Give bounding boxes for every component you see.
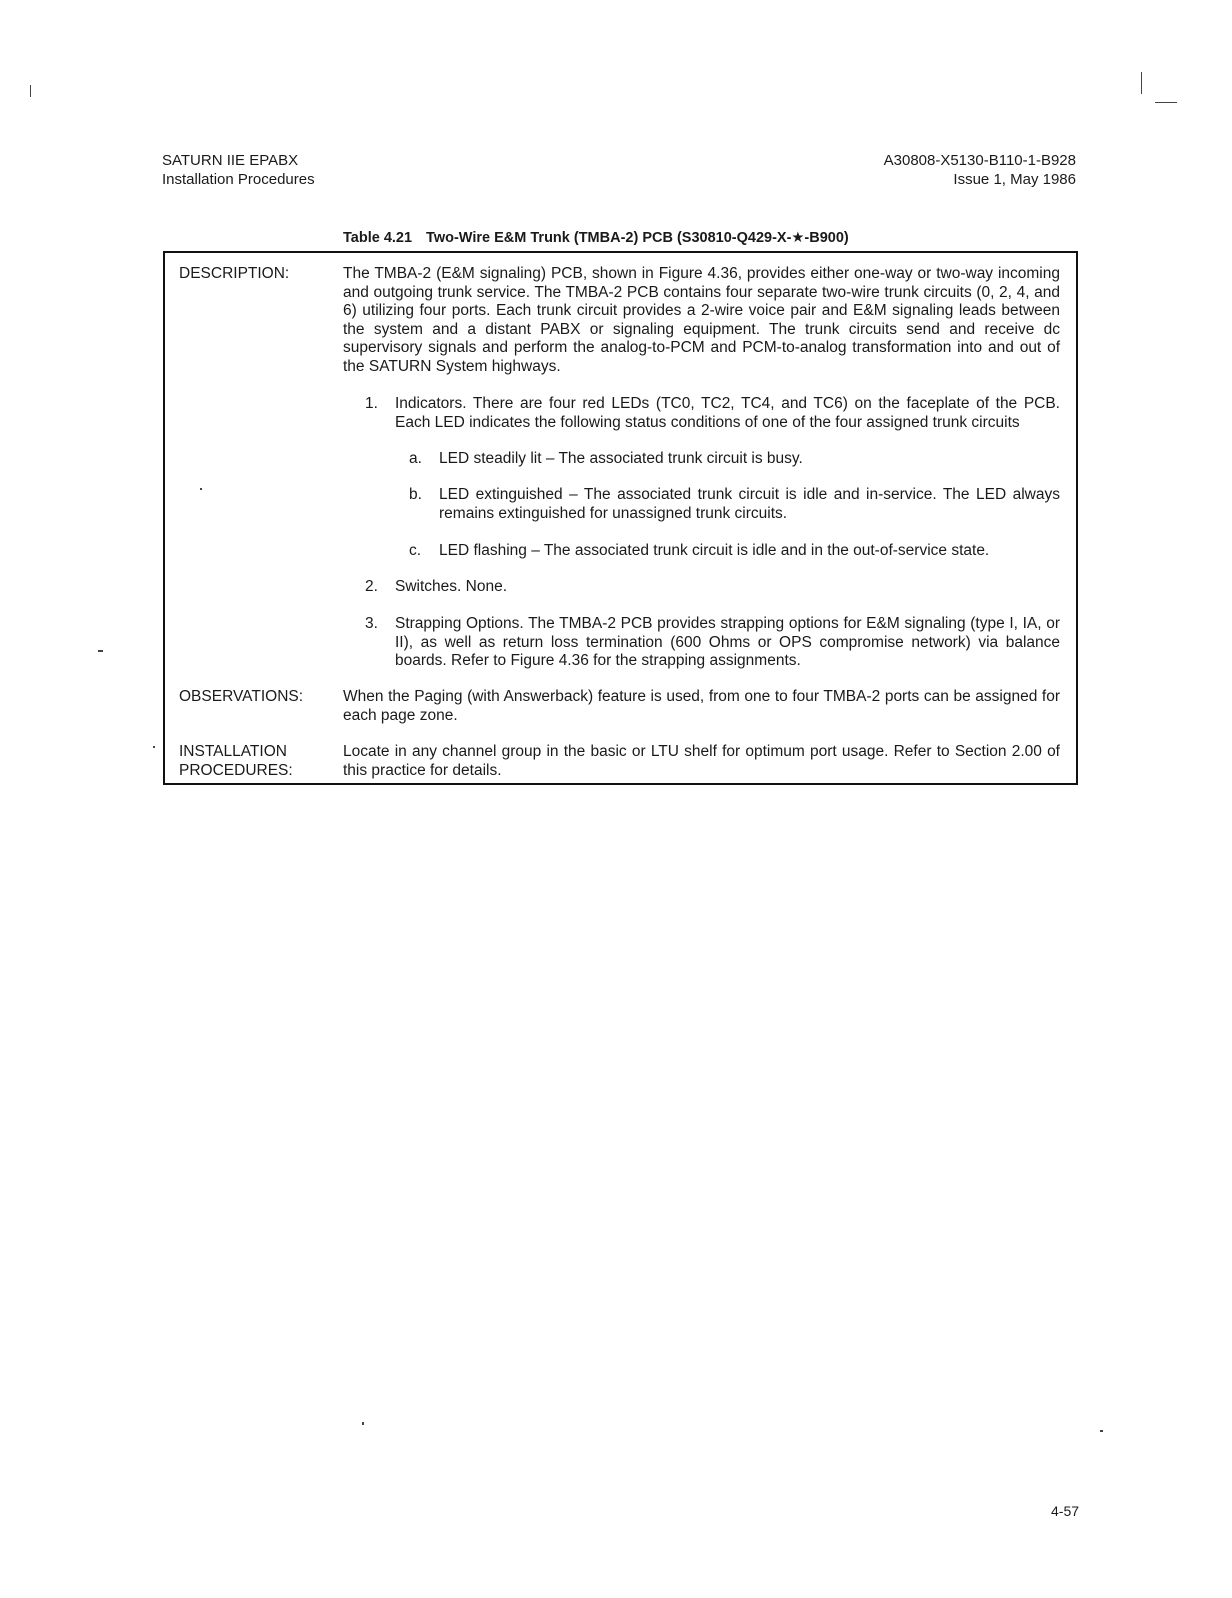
header-product-title: SATURN IIE EPABX bbox=[162, 152, 299, 169]
list-item-number: 3. bbox=[365, 615, 378, 632]
scan-mark bbox=[153, 746, 155, 748]
installation-label-line2: PROCEDURES: bbox=[179, 761, 293, 779]
header-issue-date: Issue 1, May 1986 bbox=[953, 171, 1076, 188]
header-document-id: A30808-X5130-B110-1-B928 bbox=[883, 152, 1076, 169]
table-title: Two-Wire E&M Trunk (TMBA-2) PCB (S30810-Q429-X-★-B900) bbox=[426, 230, 849, 246]
scan-mark bbox=[30, 85, 31, 97]
list-item-text: Indicators. There are four red LEDs (TC0, TC2, TC4, and TC6) on the faceplate of the PCB. Each LED indicates the following status conditions of one of the four assigned trunk circuits bbox=[395, 395, 1060, 431]
list-item-text: Strapping Options. The TMBA-2 PCB provides strapping options for E&M signaling (type I, IA, or II), as well as return loss termination (600 Ohms or OPS compromise network) via balance boards. Refer to Figure 4.36 for the strapping assignments. bbox=[395, 615, 1060, 669]
header-section-title: Installation Procedures bbox=[162, 171, 315, 188]
scan-mark bbox=[1100, 1430, 1103, 1432]
sub-item-letter: a. bbox=[409, 450, 422, 467]
scan-mark bbox=[362, 1422, 364, 1425]
installation-label-line1: INSTALLATION bbox=[179, 743, 287, 760]
sub-item-steadily-lit bbox=[409, 450, 1060, 469]
list-item-switches bbox=[365, 578, 1060, 597]
scan-mark bbox=[98, 650, 103, 652]
sub-item-text: LED flashing – The associated trunk circuit is idle and in the out-of-service state. bbox=[439, 542, 990, 559]
sub-item-letter: b. bbox=[409, 486, 422, 503]
sub-item-letter: c. bbox=[409, 542, 422, 559]
sub-item-text: LED steadily lit – The associated trunk circuit is busy. bbox=[439, 450, 803, 467]
sub-item-text: LED extinguished – The associated trunk circuit is idle and in-service. The LED always remains extinguished for unassigned trunk circuits. bbox=[439, 486, 1060, 522]
sub-item-extinguished bbox=[409, 486, 1060, 523]
page-number: 4-57 bbox=[1051, 1503, 1080, 1519]
list-item-number: 2. bbox=[365, 578, 378, 595]
scan-mark bbox=[1155, 102, 1177, 103]
pcb-description-table bbox=[163, 251, 1078, 785]
sub-item-flashing bbox=[409, 542, 1060, 561]
table-caption bbox=[343, 230, 849, 246]
scan-mark bbox=[1141, 72, 1142, 94]
scan-mark bbox=[200, 488, 202, 490]
table-number: Table 4.21 bbox=[343, 230, 413, 246]
list-item-text: Switches. None. bbox=[395, 578, 507, 595]
list-item-number: 1. bbox=[365, 395, 378, 412]
observations-text: When the Paging (with Answerback) feature is used, from one to four TMBA-2 ports can be assigned for each page zone. bbox=[343, 688, 1060, 724]
description-text: The TMBA-2 (E&M signaling) PCB, shown in Figure 4.36, provides either one-way or two-way incoming and outgoing trunk service. The TMBA-2 PCB contains four separate two-wire trunk circuits (0, 2, 4, and 6) utilizing four ports. Each trunk circuit provides a 2-wire voice pair and E&M signaling leads between the system and a distant PABX or signaling equipment. The trunk circuits send and receive dc supervisory signals and perform the analog-to-PCM and PCM-to-analog transformation into and out of the SATURN System highways. bbox=[343, 265, 1060, 375]
document-header-left bbox=[162, 151, 315, 189]
observations-label: OBSERVATIONS: bbox=[179, 688, 304, 705]
document-header-right bbox=[884, 151, 1076, 189]
installation-text: Locate in any channel group in the basic or LTU shelf for optimum port usage. Refer to Section 2.00 of this practice for details. bbox=[343, 743, 1060, 779]
list-item-strapping-options bbox=[365, 615, 1060, 671]
installation-label bbox=[179, 743, 293, 780]
list-item-indicators bbox=[365, 395, 1060, 432]
description-label: DESCRIPTION: bbox=[179, 265, 290, 282]
